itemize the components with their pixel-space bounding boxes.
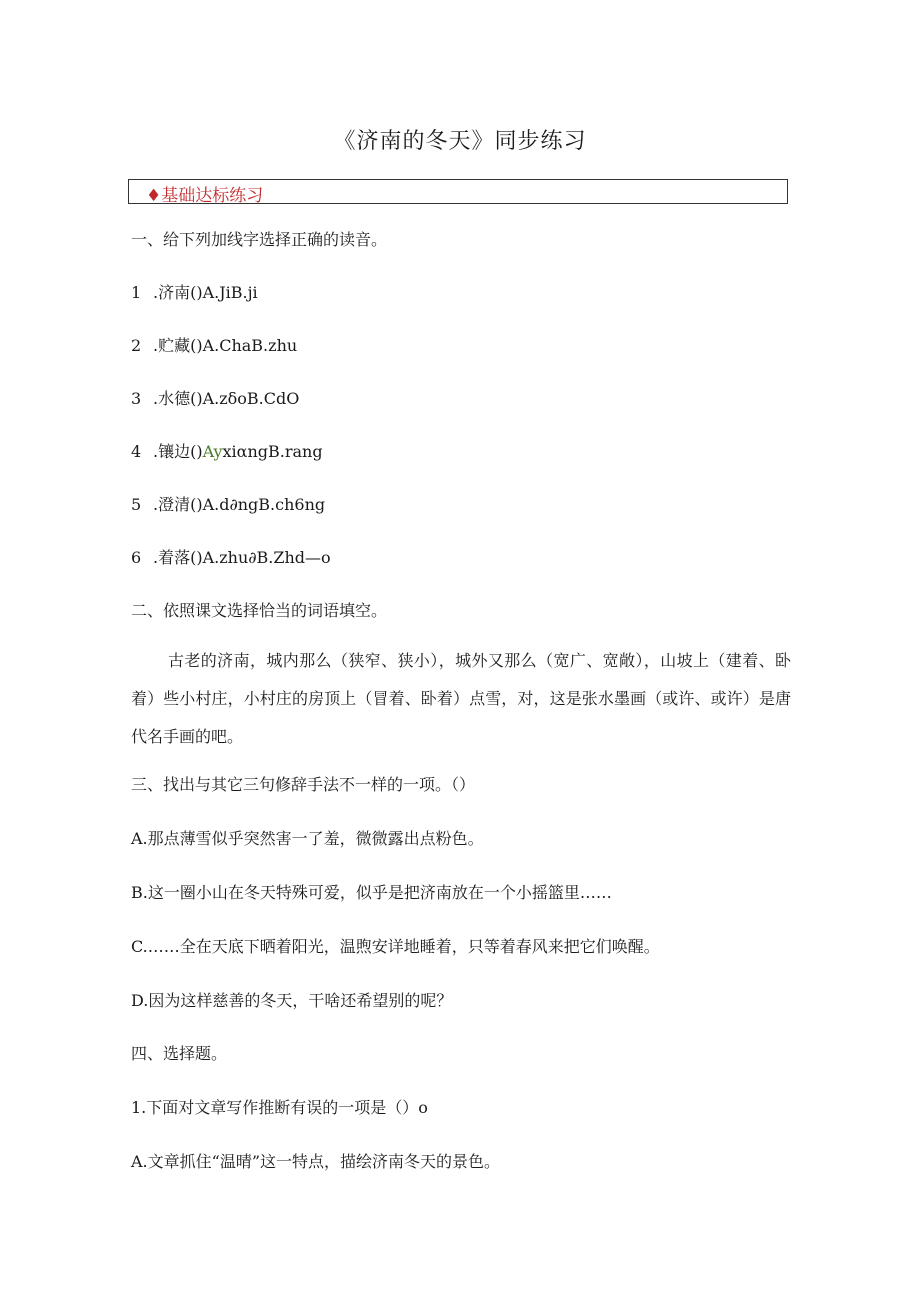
question-1-heading: 一、给下列加线字选择正确的读音。 xyxy=(131,230,388,249)
question-3-option: D.因为这样慈善的冬天，干啥还希望别的呢？ xyxy=(131,991,453,1010)
section-header-label: ♦基础达标练习 xyxy=(146,186,264,206)
question-3-option: C.……全在天底下晒着阳光，温煦安详地睡着，只等着春风来把它们唤醒。 xyxy=(131,937,660,956)
item-text: .澄清()A.d∂ngB.ch6ng xyxy=(153,495,326,514)
section-header-box xyxy=(128,179,788,204)
item-number: 5 xyxy=(131,495,142,514)
question-2-heading: 二、依照课文选择恰当的词语填空。 xyxy=(131,601,388,620)
item-text-highlight: Ay xyxy=(202,442,223,461)
item-text: .贮藏()A.ChaB.zhu xyxy=(153,336,298,355)
question-1-item xyxy=(131,547,331,569)
item-number: 2 xyxy=(131,336,142,355)
question-4-subquestion: 1.下面对文章写作推断有误的一项是（）o xyxy=(131,1098,428,1117)
item-text: xiαngB.rang xyxy=(222,442,323,461)
question-1-item xyxy=(131,494,325,516)
question-1-item xyxy=(131,388,299,410)
item-number: 6 xyxy=(131,548,142,567)
item-text: .水德()A.zδoB.CdO xyxy=(153,389,300,408)
question-3-heading: 三、找出与其它三句修辞手法不一样的一项。（） xyxy=(131,775,476,794)
question-1-item xyxy=(131,282,258,304)
question-1-item xyxy=(131,335,297,357)
item-text: .着落()A.zhu∂B.Zhd—o xyxy=(153,548,331,567)
question-3-option: B.这一圈小山在冬天特殊可爱，似乎是把济南放在一个小摇篮里…… xyxy=(131,883,612,902)
fill-in-paragraph: 古老的济南，城内那么（狭窄、狭小），城外又那么（宽广、宽敞），山坡上（建着、卧着）些小村庄，小村庄的房顶上（冒着、卧着）点雪，对，这是张水墨画（或许、或许）是唐代名手画的吧。 xyxy=(131,651,791,746)
item-text: .济南()A.JiB.ji xyxy=(153,283,258,302)
document-title: 《济南的冬天》同步练习 xyxy=(333,129,587,154)
question-3-option: A.那点薄雪似乎突然害一了羞，微微露出点粉色。 xyxy=(131,829,484,848)
item-number: 1 xyxy=(131,283,142,302)
item-text: .镶边() xyxy=(153,442,203,461)
item-number: 4 xyxy=(131,442,142,461)
question-1-item xyxy=(131,441,323,463)
question-4-heading: 四、选择题。 xyxy=(131,1044,228,1063)
question-4-option: A.文章抓住“温晴”这一特点，描绘济南冬天的景色。 xyxy=(131,1152,501,1171)
item-number: 3 xyxy=(131,389,142,408)
